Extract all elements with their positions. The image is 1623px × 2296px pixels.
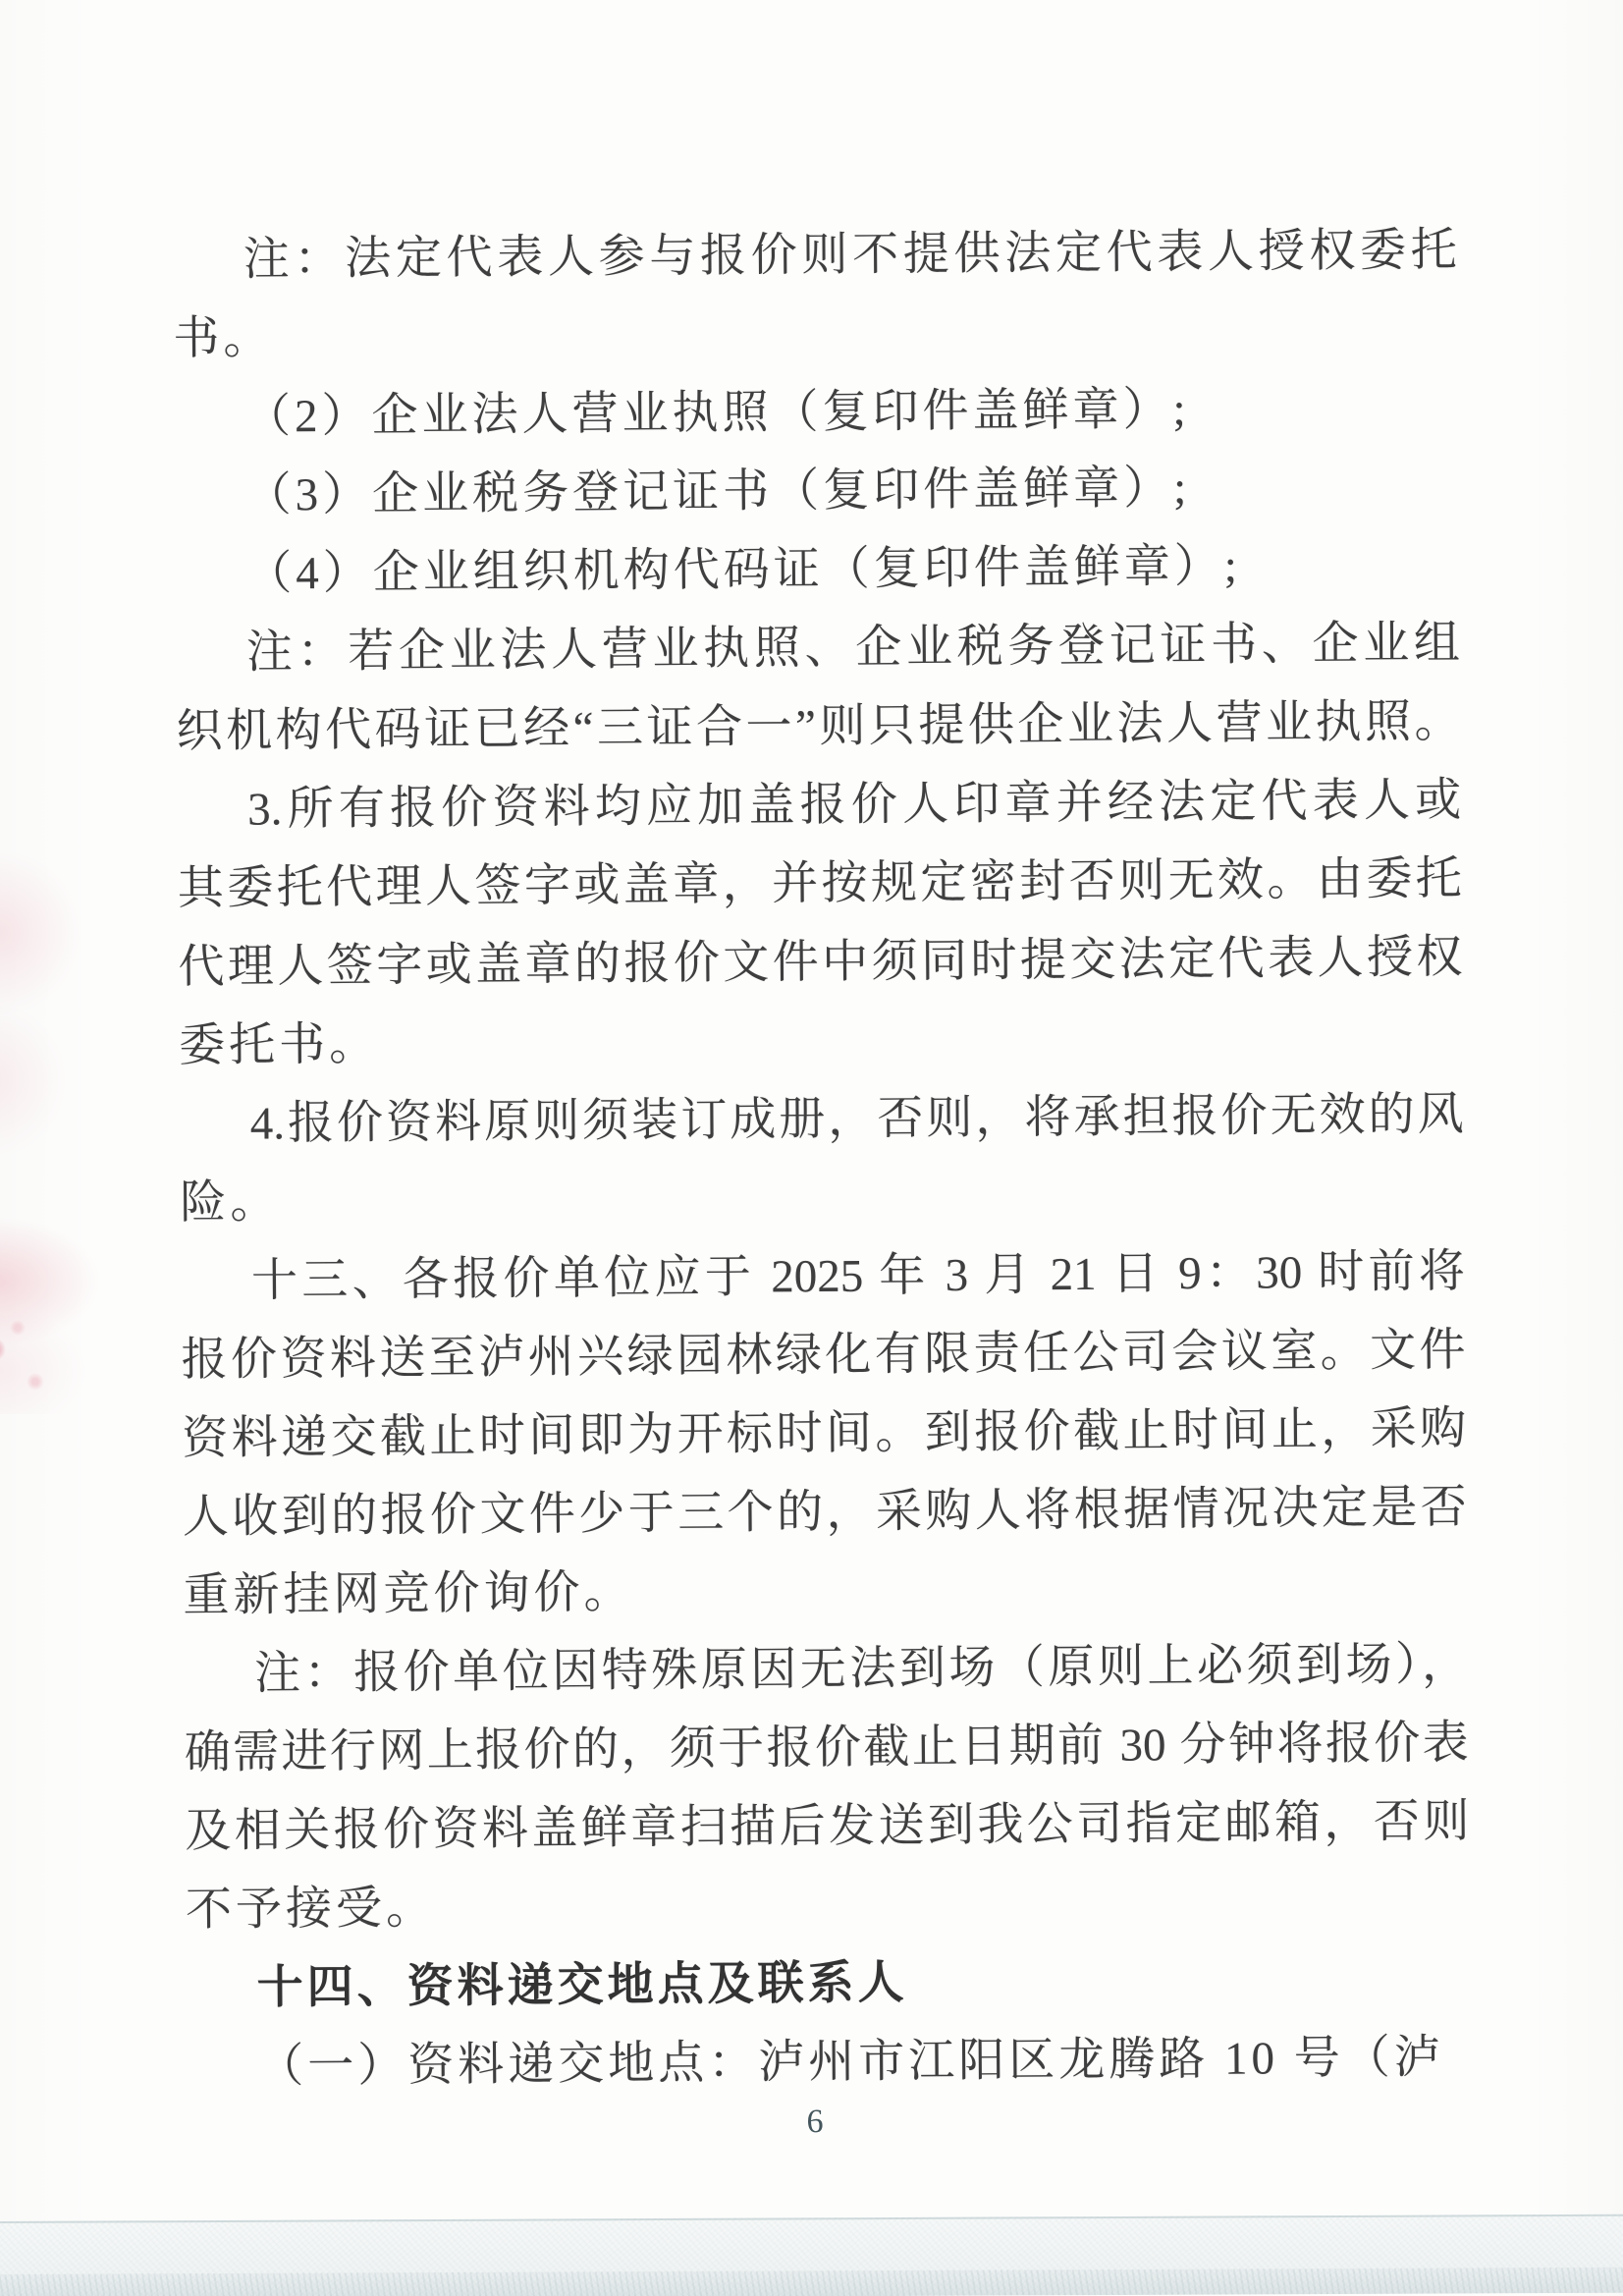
document-line: 代理人签字或盖章的报价文件中须同时提交法定代表人授权 [178,931,1463,994]
document-line: 其委托代理人签字或盖章，并按规定密封否则无效。由委托 [177,852,1462,915]
document-line: 报价资料送至泸州兴绿园林绿化有限责任公司会议室。文件 [181,1324,1466,1387]
document-line: 委托书。 [178,1018,380,1072]
document-line: 确需进行网上报价的，须于报价截止日期前 30 分钟将报价表 [184,1717,1469,1779]
document-line: 资料递交截止时间即为开标时间。到报价截止时间止，采购 [182,1402,1467,1465]
document-line: 注：若企业法人营业执照、企业税务登记证书、企业组 [245,617,1461,679]
red-stamp-bleed [0,1002,69,1159]
document-line: 3.所有报价资料均应加盖报价人印章并经法定代表人或 [246,774,1462,836]
document-body [172,211,1471,2106]
document-line: （3）企业税务登记证书（复印件盖鲜章）; [244,463,1191,521]
document-line: 重新挂网竞价询价。 [183,1566,634,1622]
scanner-edge-shadow [0,2268,1623,2296]
red-stamp-bleed [0,1218,98,1345]
document-line: （2）企业法人营业执照（复印件盖鲜章）; [243,384,1190,443]
document-line: （一）资料递交地点：泸州市江阳区龙腾路 10 号（泸 [257,2032,1444,2093]
page-number: 6 [806,2103,824,2141]
document-line: 不予接受。 [185,1883,437,1937]
document-line: 注：报价单位因特殊原因无法到场（原则上必须到场）， [253,1638,1469,1700]
document-line: 注：法定代表人参与报价则不提供法定代表人授权委托 [243,224,1457,286]
document-line: 及相关报价资料盖鲜章扫描后发送到我公司指定邮箱，否则 [185,1795,1470,1858]
red-stamp-bleed-speckles [0,1306,88,1414]
document-line: 书。 [173,312,274,365]
document-line: 险。 [180,1176,281,1230]
red-stamp-bleed [0,849,83,1016]
document-line: （4）企业组织机构代码证（复印件盖鲜章）; [245,540,1242,600]
scanner-edge-artifact [0,2214,1623,2296]
section-14-heading: 十四、资料递交地点及联系人 [256,1957,908,2014]
section-13-opening-line: 十三、各报价单位应于 2025 年 3 月 21 日 9：30 时前将 [250,1245,1466,1307]
document-line: 4.报价资料原则须装订成册，否则，将承担报价无效的风 [249,1088,1464,1150]
document-line: 织机构代码证已经“三证合一”则只提供企业法人营业执照。 [176,695,1461,758]
document-line: 人收到的报价文件少于三个的，采购人将根据情况决定是否 [182,1481,1468,1544]
